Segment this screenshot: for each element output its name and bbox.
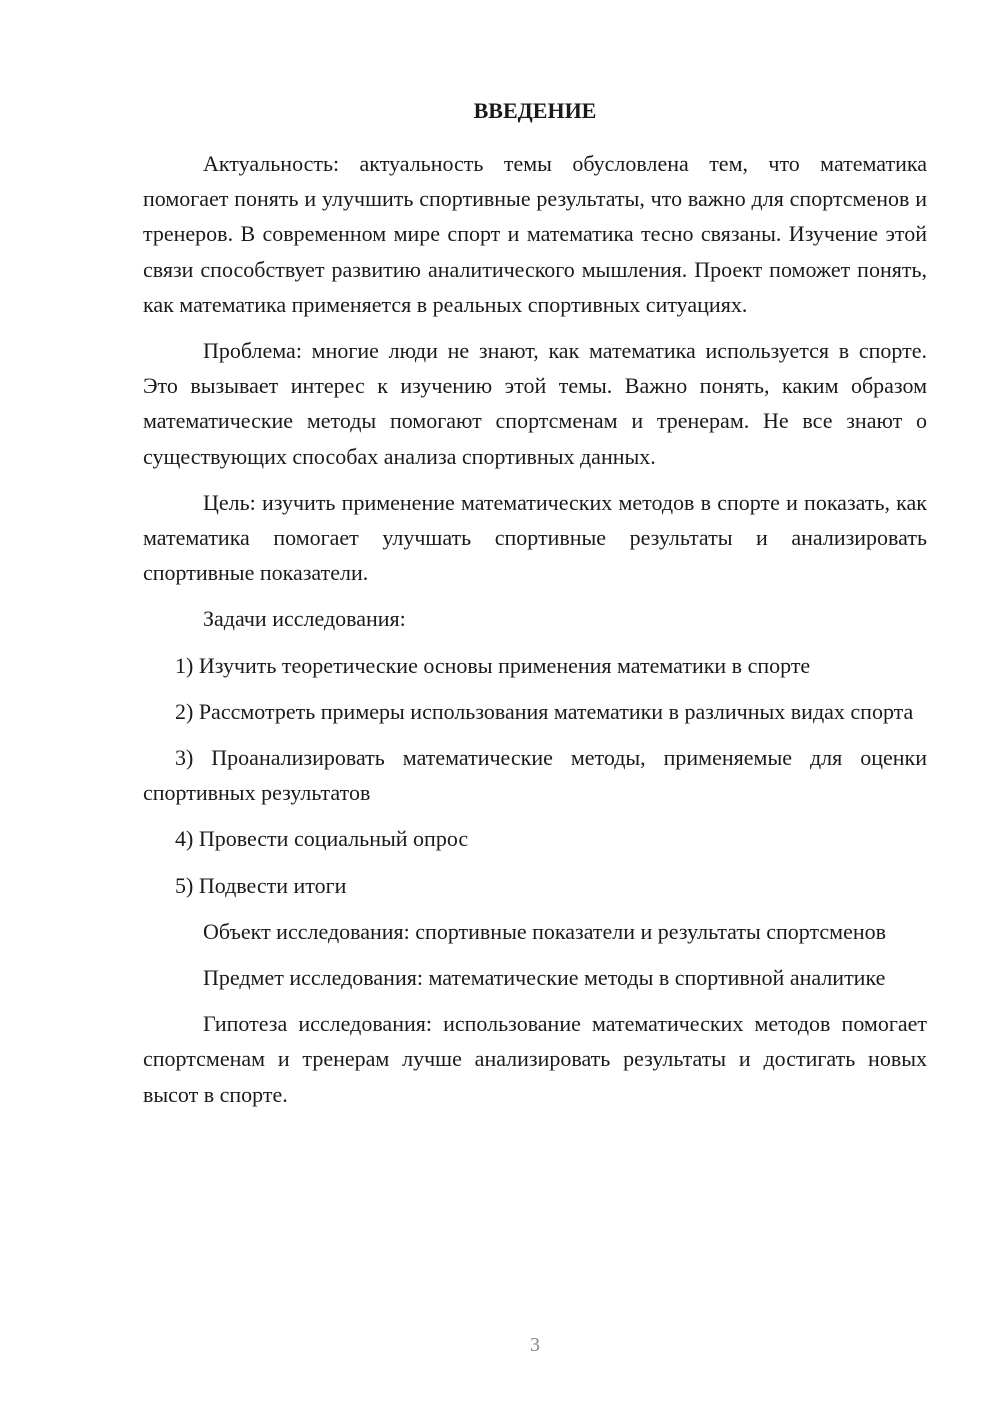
task-item-3: 3) Проанализировать математические методы, применяемые для оценки спортивных результатов [143,745,927,806]
object-paragraph: Объект исследования: спортивные показатели и результаты спортсменов [203,918,886,944]
page-number: 3 [530,1334,540,1356]
hypothesis-paragraph: Гипотеза исследования: использование математических методов помогает спортсменам и тренерам лучше анализировать результаты и достигать новых высот в спорте. [143,1011,927,1107]
page-content [143,96,927,1123]
task-item-1: 1) Изучить теоретические основы применения математики в спорте [175,652,811,678]
subject-paragraph: Предмет исследования: математические методы в спортивной аналитике [203,965,886,991]
task-item-4: 4) Провести социальный опрос [175,826,469,852]
problem-paragraph: Проблема: многие люди не знают, как математика используется в спорте. Это вызывает интерес к изучению этой темы. Важно понять, каким образом математические методы помогают спортсменам и тренерам. Не все знают о существующих способах анализа спортивных данных. [143,338,927,469]
task-item-5: 5) Подвести итоги [175,872,347,898]
page-title: ВВЕДЕНИЕ [473,98,597,123]
goal-paragraph: Цель: изучить применение математических методов в спорте и показать, как математика помогает улучшать спортивные результаты и анализировать спортивные показатели. [143,489,927,586]
relevance-paragraph: Актуальность: актуальность темы обусловлена тем, что математика помогает понять и улучшить спортивные результаты, что важно для спортсменов и тренеров. В современном мире спорт и математика тесно связаны. Изучение этой связи способствует развитию аналитического мышления. Проект поможет понять, как математика применяется в реальных спортивных ситуациях. [143,151,927,317]
task-item-2: 2) Рассмотреть примеры использования математики в различных видах спорта [175,698,914,724]
tasks-heading: Задачи исследования: [203,606,406,632]
